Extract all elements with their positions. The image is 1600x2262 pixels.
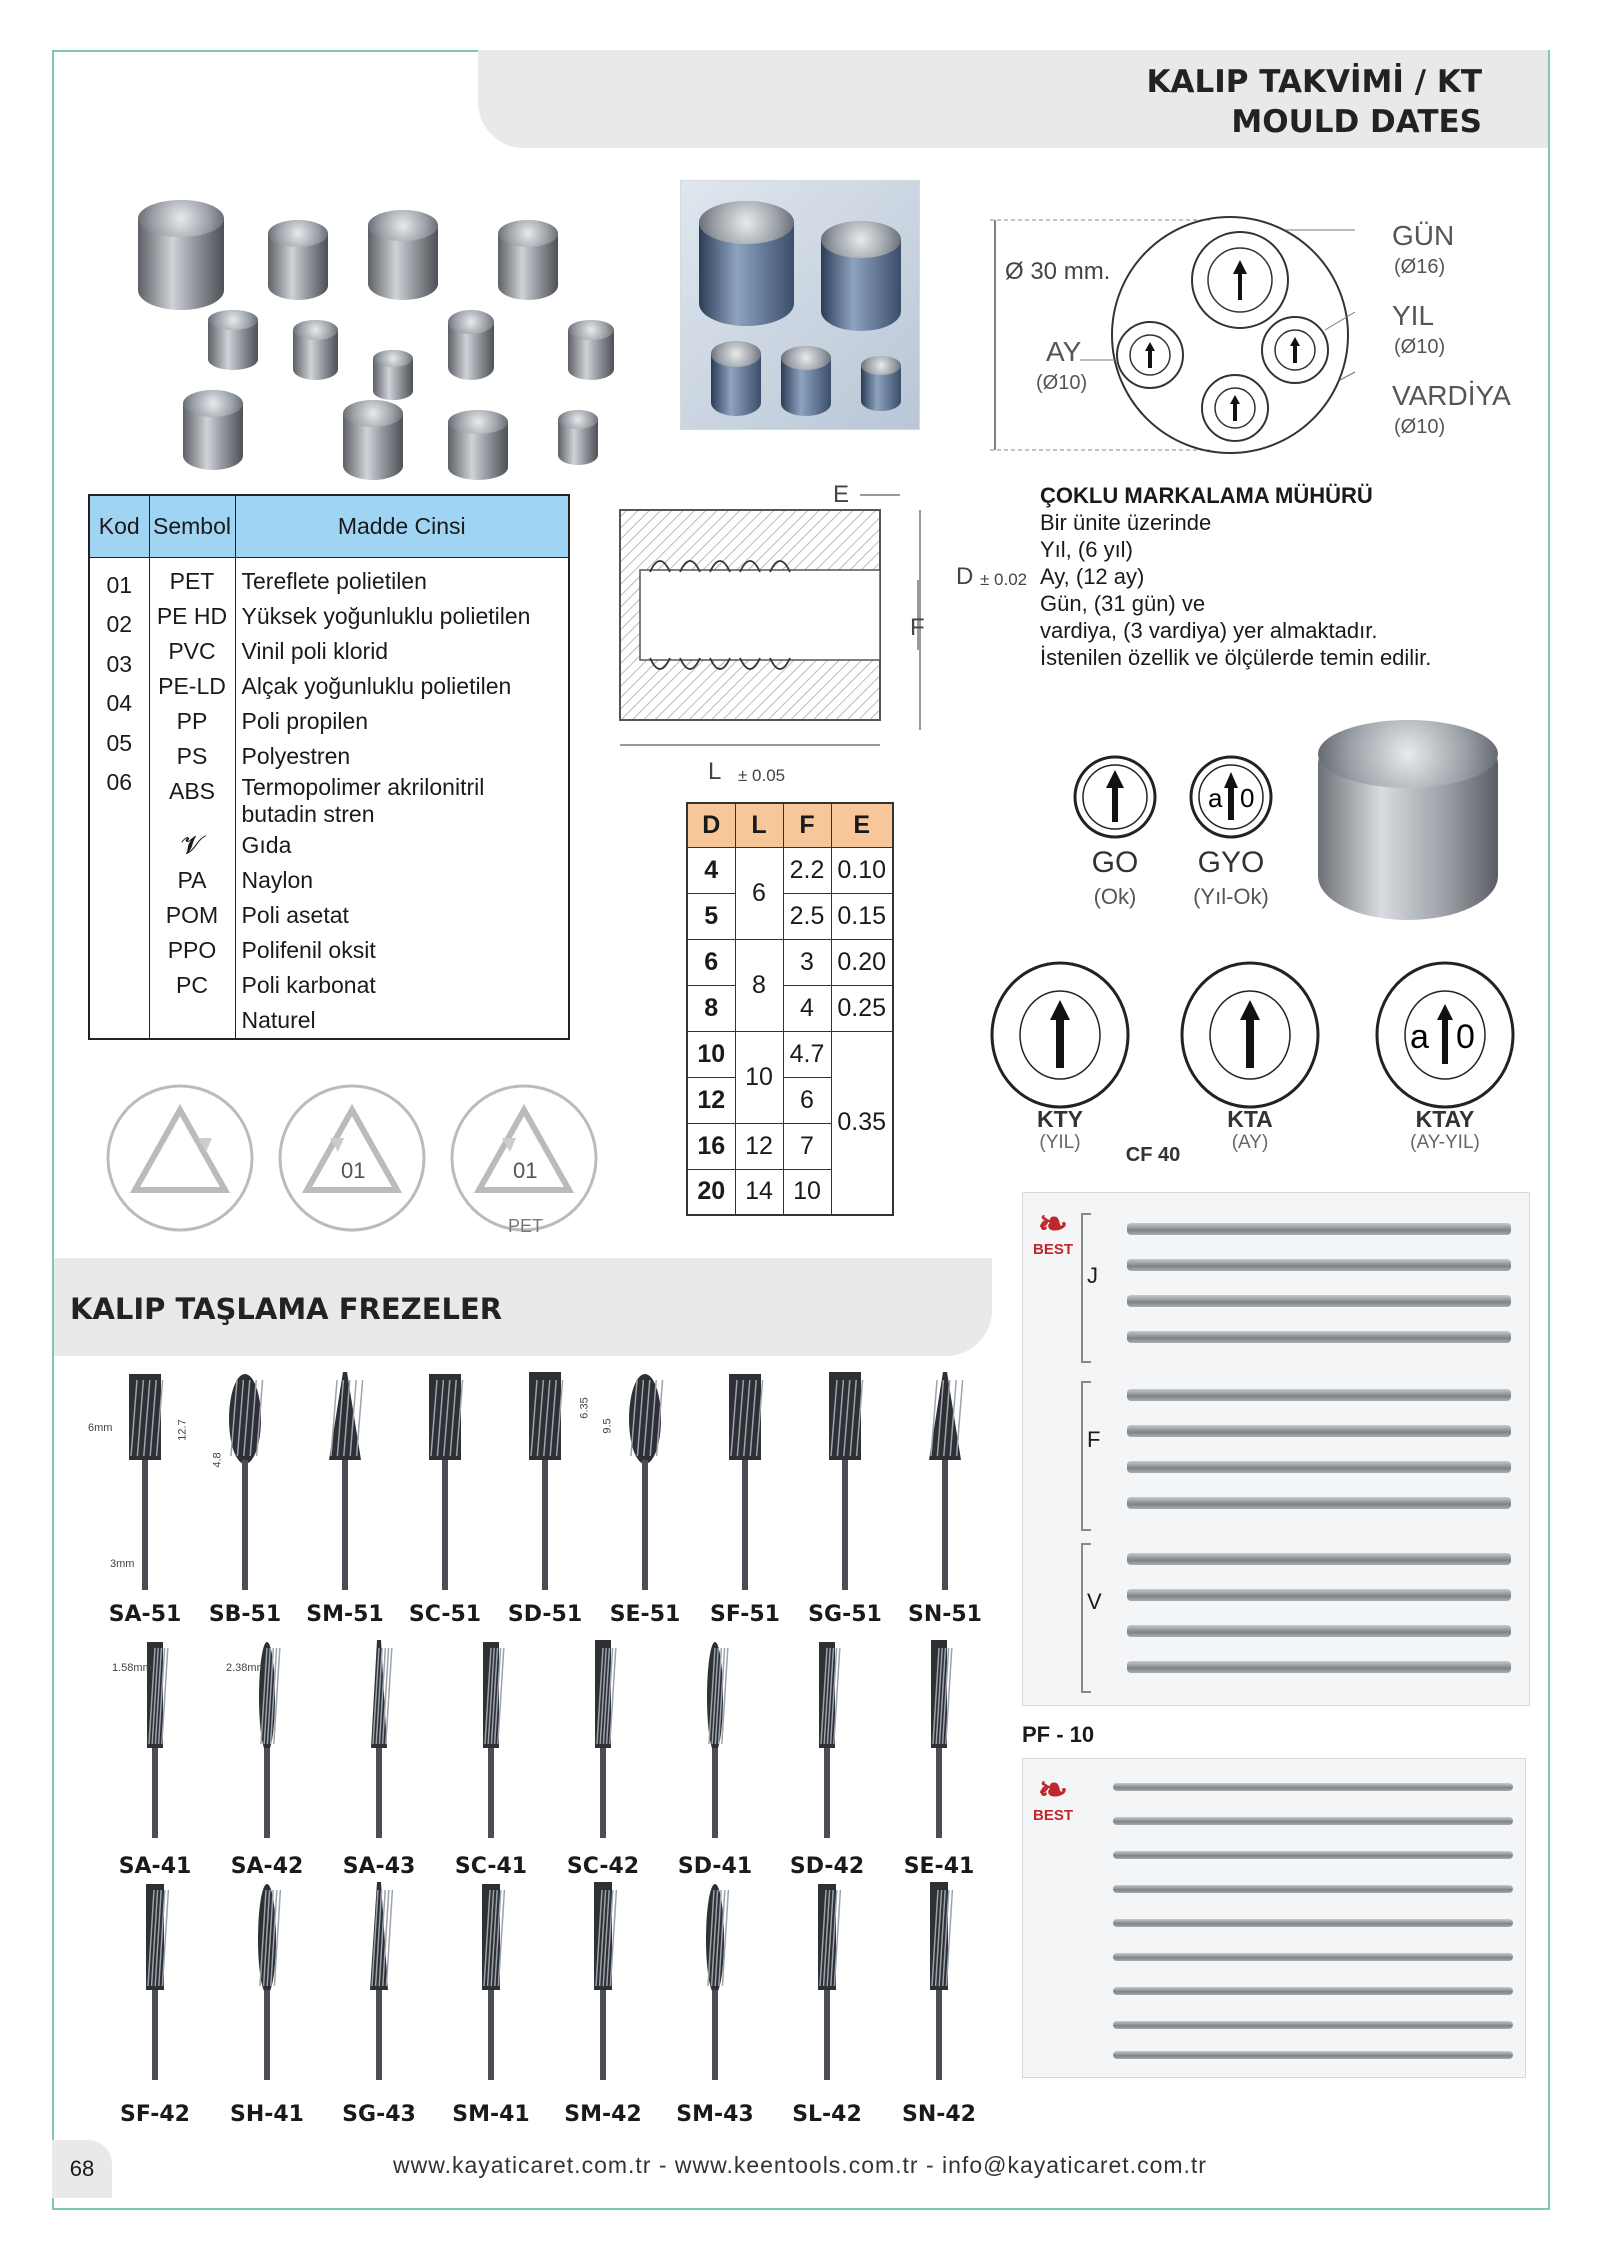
multi-mark-line-5: vardiya, (3 vardiya) yer almaktadır. (1040, 618, 1378, 643)
file-4 (1127, 1331, 1511, 1343)
l-14: 14 (735, 1169, 783, 1215)
d-20: 20 (687, 1169, 735, 1215)
stamp-ktay (1370, 960, 1520, 1110)
food-icon: 𝓥 (149, 828, 235, 863)
e-010: 0.10 (831, 847, 893, 893)
cf-label: CF 40 (1125, 1144, 1181, 1166)
burr-code-label: SM-51 (306, 1602, 384, 1627)
ktay-label: KTAY (1415, 1106, 1475, 1132)
f-22: 2.2 (783, 847, 831, 893)
kta-label: KTA (1227, 1106, 1273, 1132)
burr-code-label: SH-41 (229, 2102, 304, 2127)
needle-file-4 (1113, 1885, 1513, 1893)
pf-label: PF - 10 (1022, 1722, 1095, 1747)
kod-02: 02 (106, 611, 133, 637)
burr-tool (797, 1880, 857, 2090)
stamp-kty (985, 960, 1135, 1110)
burr-code-label: SB-51 (208, 1602, 282, 1627)
burr-code-label: SF-42 (120, 2102, 190, 2127)
name-pehd: Yüksek yoğunluklu polietilen (235, 599, 569, 634)
dims-col-d: D (687, 803, 735, 847)
svg-text:a: a (1208, 783, 1223, 813)
sym-ppo: PPO (149, 933, 235, 968)
burr-tool (915, 1370, 975, 1600)
best-logo-2: ❧ BEST (1029, 1773, 1077, 1824)
file-group-j: J (1087, 1263, 1098, 1288)
burr-tool (715, 1370, 775, 1600)
burr-code-label: SA-42 (230, 1854, 304, 1879)
e-015: 0.15 (831, 893, 893, 939)
stamp-go (1070, 752, 1160, 842)
dims-col-f: F (783, 803, 831, 847)
page-number: 68 (52, 2140, 112, 2198)
col-madde: Madde Cinsi (235, 495, 569, 557)
burr-tool (215, 1370, 275, 1600)
dim-label-635: 6.35 (578, 1397, 591, 1419)
name-pa: Naylon (235, 863, 569, 898)
multi-mark-line-2: Yıl, (6 yıl) (1040, 537, 1133, 562)
best-brand-1: BEST (1032, 1241, 1073, 1258)
tools-row-3 (110, 1880, 990, 2127)
dim-d: D (956, 563, 974, 590)
burr-tool (461, 1638, 521, 1848)
name-pp: Poli propilen (235, 704, 569, 739)
name-peld: Alçak yoğunluklu polietilen (235, 669, 569, 704)
d-16: 16 (687, 1123, 735, 1169)
burr-tool (349, 1638, 409, 1848)
burr-tool (237, 1880, 297, 2090)
dim-f: F (910, 614, 925, 641)
burr-code-label: SM-43 (676, 2102, 754, 2127)
section-title: KALIP TAŞLAMA FREZELER (70, 1292, 503, 1326)
diameter-label: Ø 30 mm. (1005, 258, 1111, 285)
name-pc: Poli karbonat (235, 968, 569, 1003)
files-panel-2 (1022, 1758, 1526, 2078)
l-6: 6 (735, 847, 783, 939)
burr-tool (415, 1370, 475, 1600)
file-7 (1127, 1461, 1511, 1473)
gyo-label: GYO (1197, 846, 1265, 879)
e-035: 0.35 (831, 1031, 893, 1215)
dim-label-3mm: 3mm (110, 1558, 135, 1570)
ay-diameter: (Ø10) (1036, 372, 1088, 394)
gun-diameter: (Ø16) (1394, 256, 1446, 278)
needle-file-5 (1113, 1919, 1513, 1927)
sym-pc: PC (149, 968, 235, 1003)
d-8: 8 (687, 985, 735, 1031)
file-2 (1127, 1259, 1511, 1271)
dims-col-l: L (735, 803, 783, 847)
svg-text:0: 0 (1456, 1018, 1475, 1056)
col-kod: Kod (89, 495, 149, 557)
photo-date-inserts (128, 180, 618, 480)
name-abs: Termopolimer akrilonitril butadin stren (235, 774, 569, 828)
f-3: 3 (783, 939, 831, 985)
dim-e: E (833, 481, 850, 508)
photo-blue-inserts (680, 180, 920, 430)
file-10 (1127, 1589, 1511, 1601)
gun-label: GÜN (1392, 220, 1455, 251)
f-7: 7 (783, 1123, 831, 1169)
d-12: 12 (687, 1077, 735, 1123)
burr-tool (573, 1880, 633, 2090)
l-8: 8 (735, 939, 783, 1031)
needle-file-7 (1113, 1987, 1513, 1995)
recycle-num-2: 01 (513, 1158, 538, 1183)
d-10: 10 (687, 1031, 735, 1077)
file-5 (1127, 1389, 1511, 1401)
ay-label: AY (1046, 336, 1082, 367)
gyo-sub: (Yıl-Ok) (1193, 884, 1269, 909)
sym-pet: PET (149, 557, 235, 599)
multi-mark-line-1: Bir ünite üzerinde (1040, 510, 1212, 535)
burr-tool (909, 1638, 969, 1848)
burr-code-label: SA-41 (118, 1854, 192, 1879)
multi-mark-line-4: Gün, (31 gün) ve (1040, 591, 1206, 616)
needle-file-6 (1113, 1953, 1513, 1961)
e-020: 0.20 (831, 939, 893, 985)
sym-pom: POM (149, 898, 235, 933)
burr-tool (815, 1370, 875, 1600)
burr-tool (685, 1880, 745, 2090)
file-6 (1127, 1425, 1511, 1437)
kod-05: 05 (106, 729, 133, 756)
sym-pehd: PE HD (149, 599, 235, 634)
l-12: 12 (735, 1123, 783, 1169)
burr-code-label: SC-42 (566, 1854, 640, 1879)
burr-tool (461, 1880, 521, 2090)
burr-code-label: SD-51 (507, 1602, 583, 1627)
needle-file-2 (1113, 1817, 1513, 1825)
name-gida: Gıda (235, 828, 569, 863)
burr-code-label: SC-41 (454, 1854, 528, 1879)
name-naturel: Naturel (235, 1003, 569, 1039)
sym-naturel (149, 1003, 235, 1039)
sym-pvc: PVC (149, 634, 235, 669)
dim-l: L (708, 758, 722, 785)
kty-label: KTY (1037, 1106, 1083, 1132)
burr-code-label: SA-51 (108, 1602, 182, 1627)
file-1 (1127, 1223, 1511, 1235)
footer-url: www.kayaticaret.com.tr - www.keentools.com.tr - info@kayaticaret.com.tr (393, 2152, 1207, 2178)
multi-mark-block (1040, 482, 1540, 671)
f-6: 6 (783, 1077, 831, 1123)
burr-tool (797, 1638, 857, 1848)
page-title (1146, 62, 1482, 142)
stamp-kta (1175, 960, 1325, 1110)
recycle-pet: PET (508, 1216, 544, 1236)
burr-code-label: SC-51 (408, 1602, 482, 1627)
e-025: 0.25 (831, 985, 893, 1031)
needle-file-9 (1113, 2051, 1513, 2059)
multi-mark-line-6: İstenilen özellik ve ölçülerde temin edilir. (1040, 645, 1432, 670)
burr-code-label: SD-42 (789, 1854, 865, 1879)
burr-tool (349, 1880, 409, 2090)
burr-tool (315, 1370, 375, 1600)
kta-sub: (AY) (1231, 1132, 1269, 1153)
multi-mark-title: ÇOKLU MARKALAMA MÜHÜRÜ (1040, 483, 1373, 508)
multi-mark-line-3: Ay, (12 ay) (1040, 564, 1145, 589)
file-group-v: V (1087, 1589, 1102, 1614)
title-line-1: KALIP TAKVİMİ / KT (1146, 64, 1482, 100)
burr-code-label: SM-41 (452, 2102, 530, 2127)
best-logo: ❧ BEST (1029, 1207, 1077, 1258)
f-47: 4.7 (783, 1031, 831, 1077)
burr-tool (573, 1638, 633, 1848)
l-10: 10 (735, 1031, 783, 1123)
dim-label-95: 9.5 (601, 1418, 614, 1434)
kod-01: 01 (106, 571, 133, 598)
dim-label-6mm: 6mm (88, 1422, 113, 1434)
name-pet: Tereflete polietilen (235, 557, 569, 599)
file-group-f: F (1087, 1427, 1101, 1452)
recycle-num-1: 01 (341, 1158, 366, 1183)
burr-tool (515, 1370, 575, 1600)
file-8 (1127, 1497, 1511, 1509)
needle-file-3 (1113, 1851, 1513, 1859)
burr-code-label: SF-51 (710, 1602, 780, 1627)
file-3 (1127, 1295, 1511, 1307)
name-pom: Poli asetat (235, 898, 569, 933)
kty-sub: (YIL) (1039, 1132, 1081, 1153)
dimensions-table (686, 802, 894, 1216)
stamp-gyo (1186, 752, 1276, 842)
col-sembol: Sembol (149, 495, 235, 557)
tools-row-1 (100, 1370, 1000, 1630)
dim-label-127: 12.7 (176, 1419, 189, 1441)
burr-code-label: SE-41 (903, 1854, 975, 1879)
burr-code-label: SN-42 (901, 2102, 976, 2127)
burr-code-label: SE-51 (609, 1602, 681, 1627)
best-brand-2: BEST (1032, 1807, 1073, 1824)
vardiya-diameter: (Ø10) (1394, 416, 1446, 438)
file-12 (1127, 1661, 1511, 1673)
file-11 (1127, 1625, 1511, 1637)
title-line-2: MOULD DATES (1231, 104, 1482, 140)
name-ppo: Polifenil oksit (235, 933, 569, 968)
d-6: 6 (687, 939, 735, 985)
insert-section-diagram (600, 480, 1020, 790)
f-10: 10 (783, 1169, 831, 1215)
burr-code-label: SD-41 (677, 1854, 753, 1879)
materials-table (88, 494, 570, 1040)
svg-text:0: 0 (1240, 783, 1255, 813)
dim-l-tol: ± 0.05 (738, 766, 786, 785)
go-sub: (Ok) (1093, 884, 1137, 909)
f-25: 2.5 (783, 893, 831, 939)
burr-code-label: SN-51 (907, 1602, 982, 1627)
burr-code-label: SG-51 (808, 1602, 882, 1627)
svg-text:a: a (1410, 1018, 1429, 1056)
files-panel-1 (1022, 1192, 1530, 1706)
burr-tool (685, 1638, 745, 1848)
sym-pa: PA (149, 863, 235, 898)
needle-file-8 (1113, 2021, 1513, 2029)
burr-code-label: SL-42 (792, 2102, 862, 2127)
sym-peld: PE-LD (149, 669, 235, 704)
dim-label-158: 1.58mm (112, 1662, 152, 1674)
vardiya-label: VARDİYA (1392, 380, 1511, 411)
dim-d-tol: ± 0.02 (980, 570, 1028, 589)
dim-label-238: 2.38mm (226, 1662, 266, 1674)
d-4: 4 (687, 847, 735, 893)
kod-06: 06 (106, 769, 133, 795)
dim-label-48: 4.8 (211, 1452, 224, 1468)
name-ps: Polyestren (235, 739, 569, 774)
burr-tool (615, 1370, 675, 1600)
sym-abs: ABS (149, 774, 235, 828)
sym-ps: PS (149, 739, 235, 774)
file-9 (1127, 1553, 1511, 1565)
yil-label: YIL (1392, 300, 1435, 331)
d-5: 5 (687, 893, 735, 939)
go-label: GO (1091, 846, 1139, 879)
f-4: 4 (783, 985, 831, 1031)
kod-04: 04 (106, 690, 133, 716)
burr-tool (125, 1880, 185, 2090)
name-pvc: Vinil poli klorid (235, 634, 569, 669)
tools-row-2 (110, 1638, 990, 1878)
ktay-sub: (AY-YIL) (1410, 1132, 1480, 1153)
burr-code-label: SM-42 (564, 2102, 642, 2127)
burr-code-label: SG-43 (342, 2102, 416, 2127)
burr-code-label: SA-43 (342, 1854, 416, 1879)
multi-stamp-photo (1318, 720, 1498, 920)
dims-col-e: E (831, 803, 893, 847)
kod-03: 03 (106, 650, 133, 677)
sym-pp: PP (149, 704, 235, 739)
burr-tool (909, 1880, 969, 2090)
yil-diameter: (Ø10) (1394, 336, 1446, 358)
needle-file-1 (1113, 1783, 1513, 1791)
